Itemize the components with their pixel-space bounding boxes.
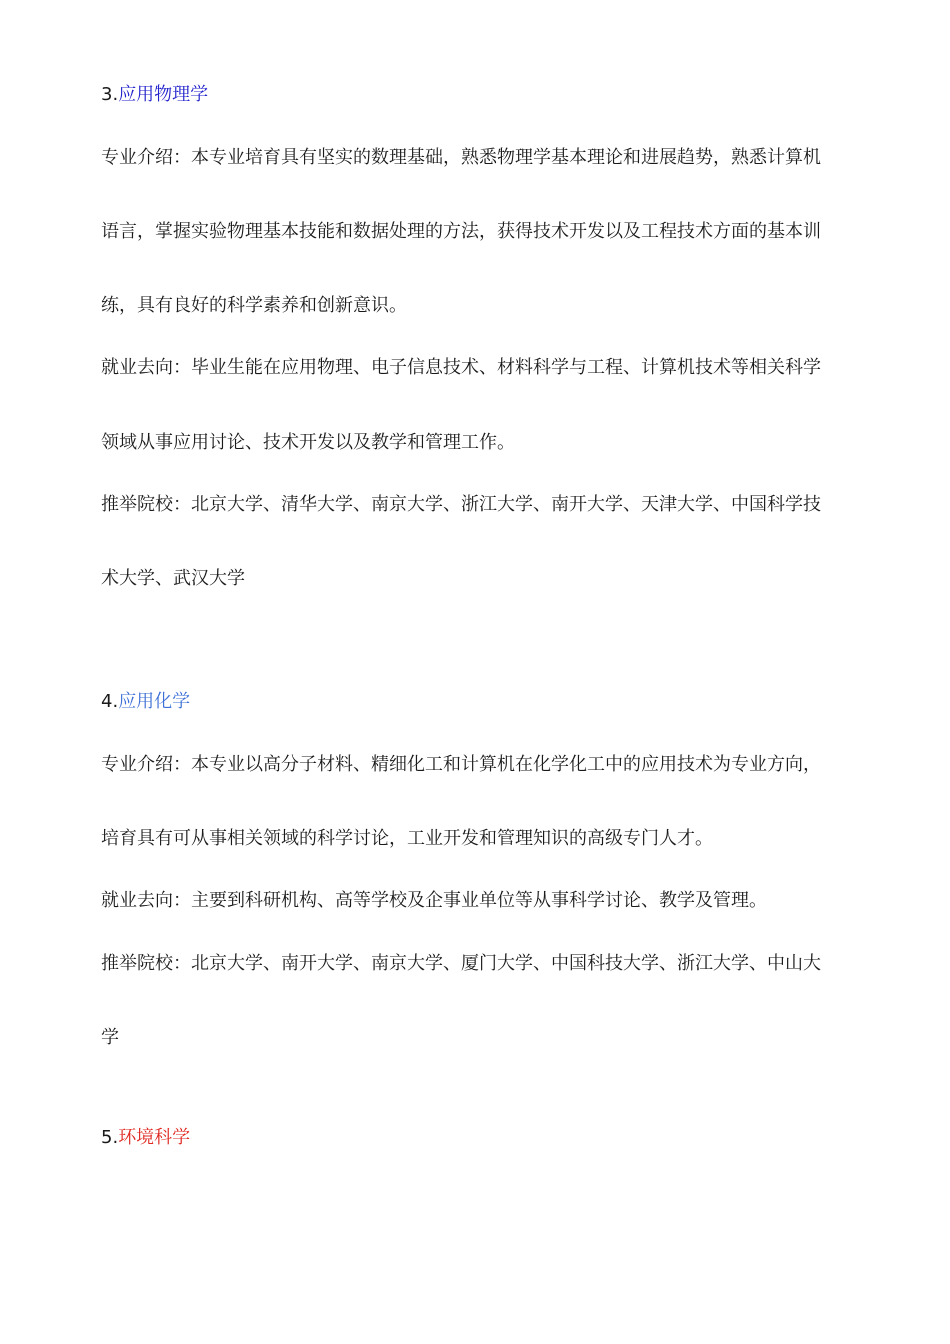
section-heading-5	[101, 1126, 871, 1150]
paragraph-line: 专业介绍：本专业以高分子材料、精细化工和计算机在化学化工中的应用技术为专业方向，	[101, 754, 821, 775]
section-number: 5.	[101, 1127, 119, 1148]
section-title: 环境科学	[118, 1127, 191, 1148]
paragraph-line: 专业介绍：本专业培育具有坚实的数理基础，熟悉物理学基本理论和进展趋势，熟悉计算机	[101, 147, 821, 168]
section-heading-4	[101, 690, 871, 714]
section-title: 应用物理学	[118, 84, 209, 105]
section-title: 应用化学	[118, 691, 191, 712]
paragraph-line: 语言，掌握实验物理基本技能和数据处理的方法，获得技术开发以及工程技术方面的基本训	[101, 221, 821, 242]
paragraph-line: 培育具有可从事相关领域的科学讨论，工业开发和管理知识的高级专门人才。	[101, 828, 713, 849]
paragraph-line: 推举院校：北京大学、南开大学、南京大学、厦门大学、中国科技大学、浙江大学、中山大	[101, 953, 821, 974]
paragraph-line: 术大学、武汉大学	[101, 568, 245, 589]
section-number: 4.	[101, 691, 119, 712]
paragraph-line: 学	[101, 1027, 119, 1048]
paragraph-line: 领域从事应用讨论、技术开发以及教学和管理工作。	[101, 432, 515, 453]
paragraph-line: 推举院校：北京大学、清华大学、南京大学、浙江大学、南开大学、天津大学、中国科学技	[101, 494, 821, 515]
section-number: 3.	[101, 84, 119, 105]
paragraph-line: 练，具有良好的科学素养和创新意识。	[101, 295, 407, 316]
section-heading-3	[101, 83, 871, 107]
paragraph-line: 就业去向：主要到科研机构、高等学校及企事业单位等从事科学讨论、教学及管理。	[101, 890, 767, 911]
paragraph-line: 就业去向：毕业生能在应用物理、电子信息技术、材料科学与工程、计算机技术等相关科学	[101, 357, 821, 378]
